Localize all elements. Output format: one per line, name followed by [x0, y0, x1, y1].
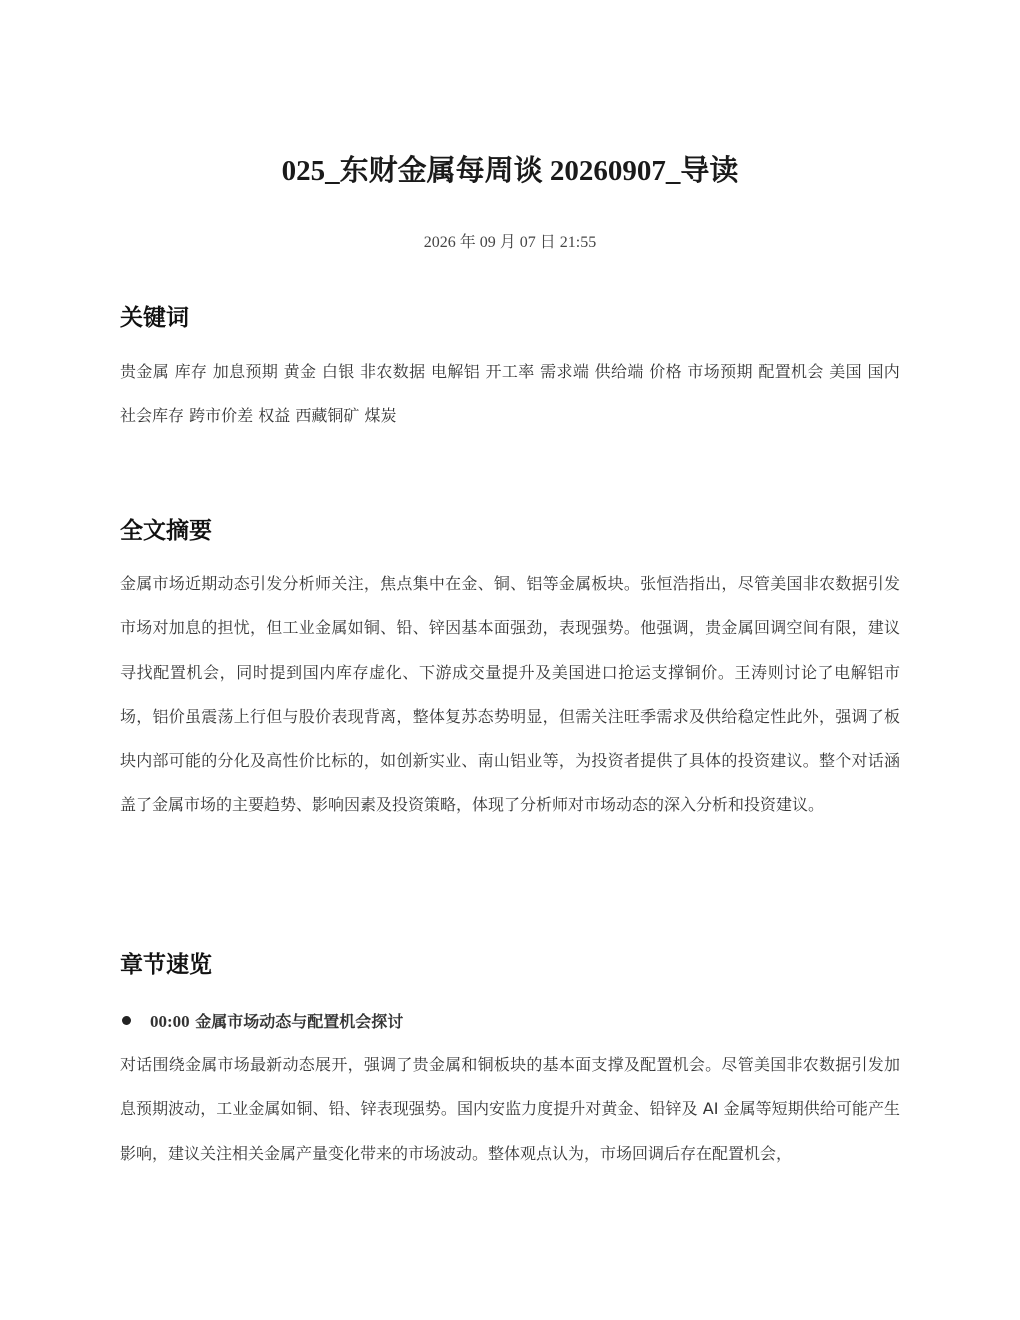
- keyword-item: 价格: [649, 362, 682, 381]
- keyword-item: 权益: [258, 406, 291, 426]
- keyword-item: 配置机会: [758, 362, 824, 381]
- chapters-heading: 章节速览: [120, 952, 212, 978]
- keyword-item: 供给端: [594, 362, 644, 381]
- keyword-item: 贵金属: [120, 362, 170, 381]
- keyword-item: 社会库存: [120, 406, 185, 426]
- keyword-item: 开工率: [485, 362, 535, 381]
- keyword-item: 美国: [829, 362, 862, 381]
- keyword-item: 非农数据: [360, 362, 426, 381]
- keyword-item: 西藏铜矿: [295, 406, 360, 426]
- chapter-time: 00:00: [150, 1011, 190, 1031]
- keyword-item: 加息预期: [212, 362, 279, 381]
- keywords-heading: 关键词: [120, 305, 189, 331]
- keyword-item: 市场预期: [687, 362, 753, 381]
- keyword-item: 黄金: [283, 362, 317, 381]
- summary-heading: 全文摘要: [120, 518, 212, 544]
- document-title: 025_东财金属每周谈 20260907_导读: [281, 155, 739, 187]
- keyword-item: 白银: [321, 362, 355, 381]
- chapter-body: 对话围绕金属市场最新动态展开，强调了贵金属和铜板块的基本面支撑及配置机会。尽管美国非农数据引发加息预期波动，工业金属如铜、铅、锌表现强势。国内安监力度提升对黄金、铅锌及 AI 金属等短期供给可能产生影响，建议关注相关金属产量变化带来的市场波动。整体观点认为，市场回调后存在配置机会，: [120, 1055, 900, 1163]
- keyword-item: 库存: [174, 362, 208, 381]
- keywords-paragraph: [120, 350, 900, 439]
- chapter-heading: [150, 1009, 403, 1032]
- keywords-list: [120, 362, 900, 425]
- chapter-item-header: [120, 1006, 900, 1034]
- keyword-item: 电解铝: [430, 362, 481, 381]
- bullet-icon: [122, 1016, 131, 1025]
- summary-text: 金属市场近期动态引发分析师关注，焦点集中在金、铜、铝等金属板块。张恒浩指出，尽管美国非农数据引发市场对加息的担忧，但工业金属如铜、铅、锌因基本面强劲，表现强势。他强调，贵金属回调空间有限，建议寻找配置机会，同时提到国内库存虚化、下游成交量提升及美国进口抢运支撑铜价。王涛则讨论了电解铝市场，铝价虽震荡上行但与股价表现背离，整体复苏态势明显，但需关注旺季需求及供给稳定性此外，强调了板块内部可能的分化及高性价比标的，如创新实业、南山铝业等，为投资者提供了具体的投资建议。整个对话涵盖了金属市场的主要趋势、影响因素及投资策略，体现了分析师对市场动态的深入分析和投资建议。: [120, 574, 900, 815]
- chapter-title: 金属市场动态与配置机会探讨: [195, 1011, 404, 1031]
- keyword-item: 国内: [867, 362, 900, 381]
- keyword-item: 跨市价差: [189, 406, 254, 426]
- keyword-item: 需求端: [540, 362, 590, 381]
- keyword-item: 煤炭: [364, 406, 397, 426]
- document-date: 2026 年 09 月 07 日 21:55: [423, 234, 597, 251]
